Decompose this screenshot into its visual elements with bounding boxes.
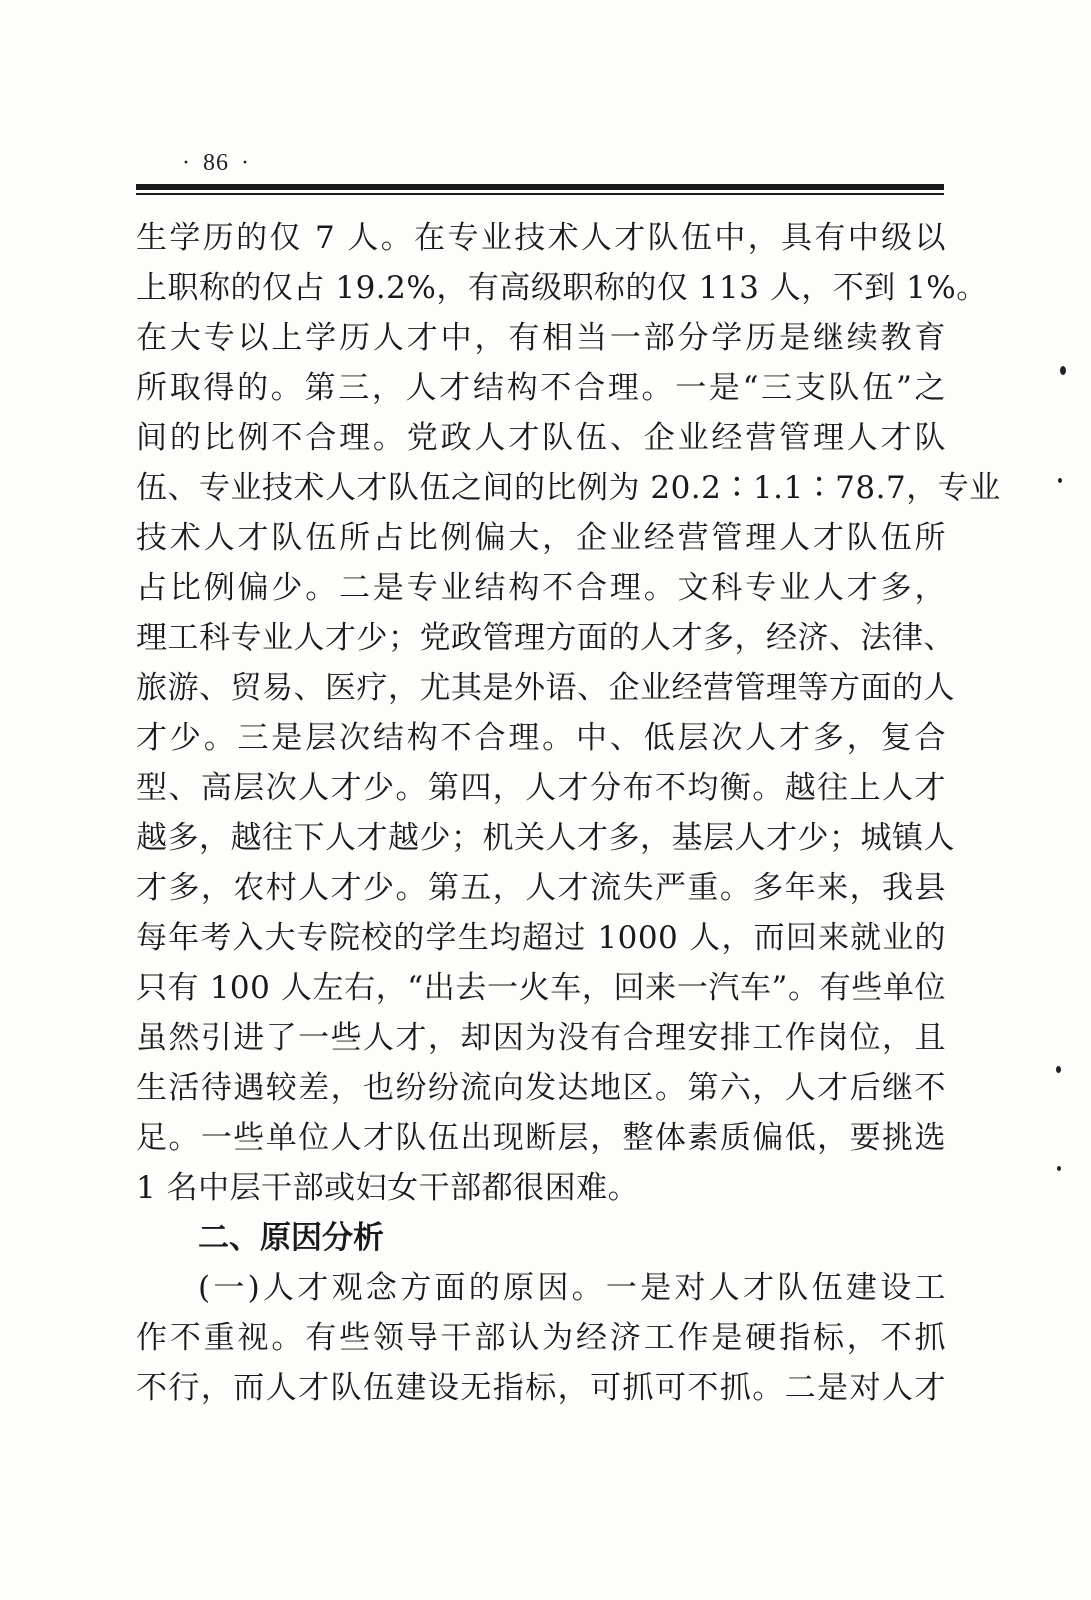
text-line: 越多，越往下人才越少；机关人才多，基层人才少；城镇人 [136, 820, 955, 856]
paragraph-1 [136, 213, 1001, 1213]
text-line: 生学历的仅 7 人。在专业技术人才队伍中，具有中级以 [136, 220, 946, 256]
text-line: 每年考入大专院校的学生均超过 1000 人，而回来就业的 [136, 920, 946, 956]
header-rule-thick [136, 184, 944, 190]
text-line: 旅游、贸易、医疗，尤其是外语、企业经营管理等方面的人 [136, 670, 955, 706]
text-line: 上职称的仅占 19.2%，有高级职称的仅 113 人，不到 1%。 [136, 270, 988, 306]
text-line: 才多，农村人才少。第五，人才流失严重。多年来，我县 [136, 870, 946, 906]
scan-speck [1060, 366, 1066, 375]
text-line: 占比例偏少。二是专业结构不合理。文科专业人才多， [136, 570, 946, 606]
text-line: 作不重视。有些领导干部认为经济工作是硬指标，不抓 [136, 1320, 946, 1356]
paragraph-2 [136, 1263, 946, 1413]
text-line: 1 名中层干部或妇女干部都很困难。 [136, 1170, 640, 1206]
page-number: 86 [203, 150, 229, 176]
text-line: 伍、专业技术人才队伍之间的比例为 20.2∶1.1∶78.7，专业 [136, 470, 1001, 506]
scan-speck [1058, 478, 1062, 483]
text-line: 在大专以上学历人才中，有相当一部分学历是继续教育 [136, 320, 946, 356]
text-line: 足。一些单位人才队伍出现断层，整体素质偏低，要挑选 [136, 1120, 946, 1156]
scan-speck [1057, 1166, 1061, 1171]
scan-speck [1056, 1066, 1061, 1073]
text-line: (一)人才观念方面的原因。一是对人才队伍建设工 [198, 1270, 946, 1306]
text-line: 只有 100 人左右，“出去一火车，回来一汽车”。有些单位 [136, 970, 946, 1006]
text-line: 型、高层次人才少。第四，人才分布不均衡。越往上人才 [136, 770, 946, 806]
header-dot-right: · [241, 150, 250, 176]
header-dot-left: · [182, 150, 191, 176]
text-line: 才少。三是层次结构不合理。中、低层次人才多，复合 [136, 720, 946, 756]
text-line: 间的比例不合理。党政人才队伍、企业经营管理人才队 [136, 420, 946, 456]
text-line: 理工科专业人才少；党政管理方面的人才多，经济、法律、 [136, 620, 955, 656]
text-line: 技术人才队伍所占比例偏大，企业经营管理人才队伍所 [136, 520, 946, 556]
header-rule-thin [136, 193, 944, 195]
page-body [136, 213, 1001, 1413]
text-line: 虽然引进了一些人才，却因为没有合理安排工作岗位，且 [136, 1020, 946, 1056]
text-line: 所取得的。第三，人才结构不合理。一是“三支队伍”之 [136, 370, 946, 406]
text-line: 生活待遇较差，也纷纷流向发达地区。第六，人才后继不 [136, 1070, 946, 1106]
page-header [170, 150, 262, 177]
text-line: 不行，而人才队伍建设无指标，可抓可不抓。二是对人才 [136, 1370, 946, 1406]
section-heading: 二、原因分析 [198, 1220, 384, 1256]
